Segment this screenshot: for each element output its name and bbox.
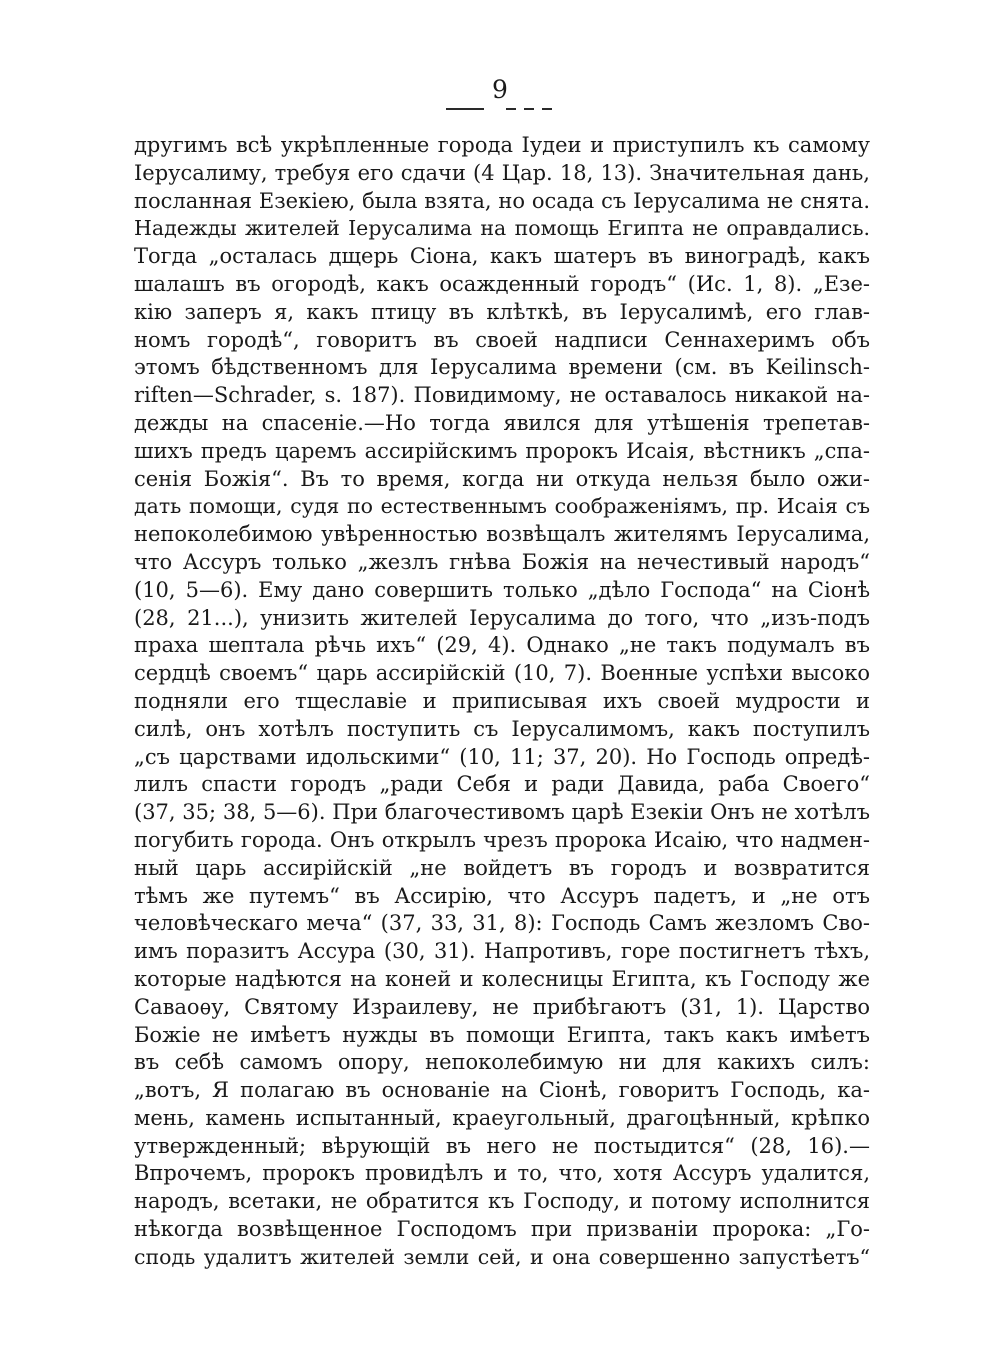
text-line: Тогда „осталась дщерь Сіона, какъ шатеръ въ виноградѣ, какъ bbox=[134, 244, 870, 269]
header-rule-right bbox=[506, 108, 554, 110]
text-line: мень, камень испытанный, краеугольный, драгоцѣнный, крѣпко bbox=[134, 1105, 870, 1130]
header-rule-left bbox=[446, 108, 484, 110]
text-line: сенія Божія“. Въ то время, когда ни откуда нельзя было ожи- bbox=[134, 466, 870, 491]
text-line: Божіе не имѣетъ нужды въ помощи Египта, такъ какъ имѣетъ bbox=[134, 1022, 870, 1047]
text-line: сподь удалитъ жителей земли сей, и она совершенно запустѣетъ“ bbox=[134, 1244, 870, 1269]
text-line: дать помощи, судя по естественнымъ соображеніямъ, пр. Исаія съ bbox=[134, 494, 870, 519]
body-text bbox=[134, 132, 870, 1272]
text-line: нѣкогда возвѣщенное Господомъ при призваніи пророка: „Го- bbox=[134, 1217, 870, 1242]
text-line: праха шептала рѣчь ихъ“ (29, 4). Однако „не такъ подумалъ въ bbox=[134, 633, 870, 658]
text-line: непоколебимою увѣренностью возвѣщалъ жителямъ Іерусалима, bbox=[134, 522, 870, 547]
page-header bbox=[0, 76, 1000, 116]
text-line: шалашъ въ огородѣ, какъ осажденный городъ“ (Ис. 1, 8). „Езе- bbox=[134, 271, 870, 296]
text-line: кію заперъ я, какъ птицу въ клѣткѣ, въ Іерусалимѣ, его глав- bbox=[134, 299, 870, 324]
text-line: посланная Езекіею, была взята, но осада съ Іерусалима не снята. bbox=[134, 188, 870, 213]
text-line: Надежды жителей Іерусалима на помощь Египта не оправдались. bbox=[134, 216, 870, 241]
text-line: (10, 5—6). Ему дано совершить только „дѣло Господа“ на Сіонѣ bbox=[134, 577, 870, 602]
text-line: въ себѣ самомъ опору, непоколебимую ни для какихъ силъ: bbox=[134, 1050, 870, 1075]
text-line: народъ, всетаки, не обратится къ Господу, и потому исполнится bbox=[134, 1189, 870, 1214]
text-line: этомъ бѣдственномъ для Іерусалима времени (см. въ Keilinsch- bbox=[134, 355, 870, 380]
text-line: сердцѣ своемъ“ царь ассирійскій (10, 7). Военные успѣхи высоко bbox=[134, 661, 870, 686]
text-line: что Ассуръ только „жезлъ гнѣва Божія на нечестивый народъ“ bbox=[134, 549, 870, 574]
text-line: силѣ, онъ хотѣлъ поступить съ Іерусалимомъ, какъ поступилъ bbox=[134, 716, 870, 741]
text-line: „вотъ, Я полагаю въ основаніе на Сіонѣ, говоритъ Господь, ка- bbox=[134, 1078, 870, 1103]
text-line: riften—Schrader, s. 187). Повидимому, не оставалось никакой на- bbox=[134, 383, 870, 408]
text-line: которые надѣются на коней и колесницы Египта, къ Господу же bbox=[134, 966, 870, 991]
page-number: 9 bbox=[492, 75, 508, 104]
text-line: номъ городѣ“, говоритъ въ своей надписи Сеннахеримъ объ bbox=[134, 327, 870, 352]
text-line: тѣмъ же путемъ“ въ Ассирію, что Ассуръ падетъ, и „не отъ bbox=[134, 883, 870, 908]
text-line: дежды на спасеніе.—Но тогда явился для утѣшенія трепетав- bbox=[134, 410, 870, 435]
text-line: подняли его тщеславіе и приписывая ихъ своей мудрости и bbox=[134, 688, 870, 713]
text-line: ный царь ассирійскій „не войдетъ въ городъ и возвратится bbox=[134, 855, 870, 880]
text-line: погубить города. Онъ открылъ чрезъ пророка Исаію, что надмен- bbox=[134, 827, 870, 852]
text-line: имъ поразитъ Ассура (30, 31). Напротивъ, горе постигнетъ тѣхъ, bbox=[134, 939, 870, 964]
text-line: „съ царствами идольскими“ (10, 11; 37, 20). Но Господь опредѣ- bbox=[134, 744, 870, 769]
text-line: другимъ всѣ укрѣпленные города Іудеи и приступилъ къ самому bbox=[134, 133, 870, 157]
text-line: Впрочемъ, пророкъ провидѣлъ и то, что, хотя Ассуръ удалится, bbox=[134, 1161, 870, 1186]
text-line: Саваоѳу, Святому Израилеву, не прибѣгаютъ (31, 1). Царство bbox=[134, 994, 870, 1019]
text-line: (28, 21...), унизить жителей Іерусалима до того, что „изъ-подъ bbox=[134, 605, 870, 630]
text-line: лилъ спасти городъ „ради Себя и ради Давида, раба Своего“ bbox=[134, 772, 870, 797]
text-line: человѣческаго меча“ (37, 33, 31, 8): Господь Самъ жезломъ Сво- bbox=[134, 911, 870, 936]
text-line: Іерусалиму, требуя его сдачи (4 Цар. 18, 13). Значительная дань, bbox=[134, 160, 870, 185]
text-line: (37, 35; 38, 5—6). При благочестивомъ царѣ Езекіи Онъ не хотѣлъ bbox=[134, 800, 870, 825]
text-line: утвержденный; вѣрующій въ него не постыдится“ (28, 16).— bbox=[134, 1133, 870, 1158]
text-line: шихъ предъ царемъ ассирійскимъ пророкъ Исаія, вѣстникъ „спа- bbox=[134, 438, 870, 463]
